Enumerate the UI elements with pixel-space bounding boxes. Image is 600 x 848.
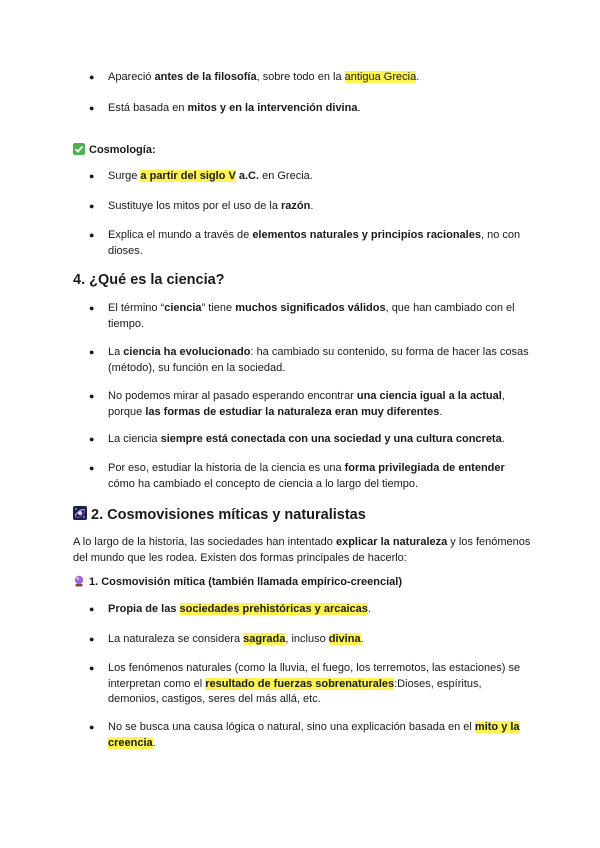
text-run: Apareció xyxy=(108,71,155,83)
text-run: Está basada en xyxy=(108,102,188,114)
bullet-item xyxy=(108,389,533,420)
text-run: y los fenómenos del mundo que les rodea. Existen dos formas principales de hacerlo: xyxy=(73,536,531,564)
text-run: . xyxy=(367,603,371,615)
text-run: Explica el mundo a través de xyxy=(108,229,253,241)
bold-text: explicar la naturaleza xyxy=(335,536,448,548)
bullet-item xyxy=(108,602,533,618)
bold-text: antes de la filosofía xyxy=(154,71,257,83)
bullet-item xyxy=(108,661,533,708)
galaxy-icon xyxy=(73,506,87,526)
bullet-dot: ● xyxy=(89,634,95,644)
bold-text: razón xyxy=(281,200,311,212)
subsection-title: 1. Cosmovisión mítica (también llamada empírico-creencial) xyxy=(89,576,402,588)
bold-text: siempre está conectada con una sociedad y una cultura concreta xyxy=(160,433,502,445)
crystal-ball-icon xyxy=(73,575,85,592)
text-run: El término “ xyxy=(108,302,165,314)
cosmologia-title: Cosmología: xyxy=(89,144,156,156)
section-2-title: 2. Cosmovisiones míticas y naturalistas xyxy=(91,507,366,523)
bold-text: a.C. xyxy=(235,170,260,182)
bullet-item xyxy=(108,345,533,376)
bullet-dot: ● xyxy=(89,347,95,357)
text-run: . xyxy=(360,633,364,645)
subsection-heading xyxy=(73,575,402,592)
bullet-item xyxy=(108,70,533,86)
highlighted-text: sagrada xyxy=(243,633,286,645)
bullet-dot: ● xyxy=(89,391,95,401)
text-run: :Dioses, espíritus, demonios, castigos, seres del más allá, etc. xyxy=(108,677,482,705)
highlighted-text: mito y la creencia xyxy=(108,721,520,749)
bullet-dot: ● xyxy=(89,303,95,313)
bold-text: ciencia xyxy=(164,302,202,314)
bold-text: una ciencia igual a la actual xyxy=(356,390,502,402)
intro-paragraph xyxy=(73,535,533,566)
bold-text: Propia de las xyxy=(108,603,180,615)
section-2-heading xyxy=(73,505,366,526)
text-run: , que han cambiado con el tiempo. xyxy=(108,302,515,330)
text-run: . xyxy=(439,405,443,418)
text-run: . xyxy=(357,102,361,114)
bullet-item xyxy=(108,301,533,332)
text-run: Sustituye los mitos por el uso de la xyxy=(108,200,282,212)
bullet-dot: ● xyxy=(89,201,95,211)
bold-text: mitos y en la intervención divina xyxy=(187,102,358,114)
bold-text: ciencia ha evolucionado xyxy=(123,346,251,358)
text-run: No podemos mirar al pasado esperando encontrar xyxy=(108,390,357,402)
text-run: Los fenómenos naturales (como la lluvia, el fuego, los terremotos, las estaciones) se interpretan como el xyxy=(108,662,521,690)
check-mark-icon xyxy=(73,143,85,160)
text-run: Por eso, estudiar la historia de la ciencia es una xyxy=(108,462,345,474)
text-run: A lo largo de la historia, las sociedades han intentado xyxy=(73,536,336,548)
bullet-dot: ● xyxy=(89,434,95,444)
bullet-dot: ● xyxy=(89,103,95,113)
bold-text: elementos naturales y principios racionales xyxy=(252,229,481,241)
bullet-item xyxy=(108,169,533,185)
bold-text: forma privilegiada de entender xyxy=(344,462,505,474)
text-run: No se busca una causa lógica o natural, sino una explicación basada en el xyxy=(108,721,475,733)
text-run: : ha cambiado su contenido, su forma de hacer las cosas (método), su función en la sociedad. xyxy=(108,346,529,374)
bullet-item xyxy=(108,228,533,259)
text-run: . xyxy=(416,71,420,83)
cosmologia-heading xyxy=(73,143,156,160)
text-run: La ciencia xyxy=(108,433,161,445)
text-run: . xyxy=(152,736,156,749)
bullet-item xyxy=(108,199,533,215)
text-run: , incluso xyxy=(285,633,329,645)
highlighted-text: divina xyxy=(328,633,361,645)
bullet-dot: ● xyxy=(89,171,95,181)
text-run: ” tiene xyxy=(201,302,236,314)
text-run: La naturaleza se considera xyxy=(108,633,244,645)
highlighted-text: antigua Grecia xyxy=(344,71,417,83)
text-run: cómo ha cambiado el concepto de ciencia a lo largo del tiempo. xyxy=(108,477,419,490)
text-run: , no con dioses. xyxy=(108,229,521,257)
bullet-item xyxy=(108,461,533,492)
bold-text: las formas de estudiar la naturaleza eran muy diferentes xyxy=(145,405,440,418)
bullet-item xyxy=(108,632,533,648)
highlighted-text: a partir del siglo V xyxy=(140,170,236,182)
bullet-item xyxy=(108,720,533,751)
text-run: La xyxy=(108,346,124,358)
text-run: en Grecia. xyxy=(259,170,313,182)
bold-text: muchos significados válidos xyxy=(235,302,386,314)
bullet-dot: ● xyxy=(89,230,95,240)
text-run: , sobre todo en la xyxy=(256,71,345,83)
bullet-dot: ● xyxy=(89,722,95,732)
highlighted-text: sociedades prehistóricas y arcaicas xyxy=(179,603,368,615)
bullet-dot: ● xyxy=(89,72,95,82)
text-run: , porque xyxy=(108,390,505,418)
text-run: Surge xyxy=(108,170,141,182)
text-run: . xyxy=(310,200,314,212)
bullet-dot: ● xyxy=(89,663,95,673)
highlighted-text: resultado de fuerzas sobrenaturales xyxy=(205,677,395,690)
bullet-dot: ● xyxy=(89,463,95,473)
text-run: . xyxy=(501,433,505,445)
bullet-item xyxy=(108,432,533,448)
bullet-dot: ● xyxy=(89,604,95,614)
section-4-heading: 4. ¿Qué es la ciencia? xyxy=(73,272,225,288)
bullet-item xyxy=(108,101,533,117)
